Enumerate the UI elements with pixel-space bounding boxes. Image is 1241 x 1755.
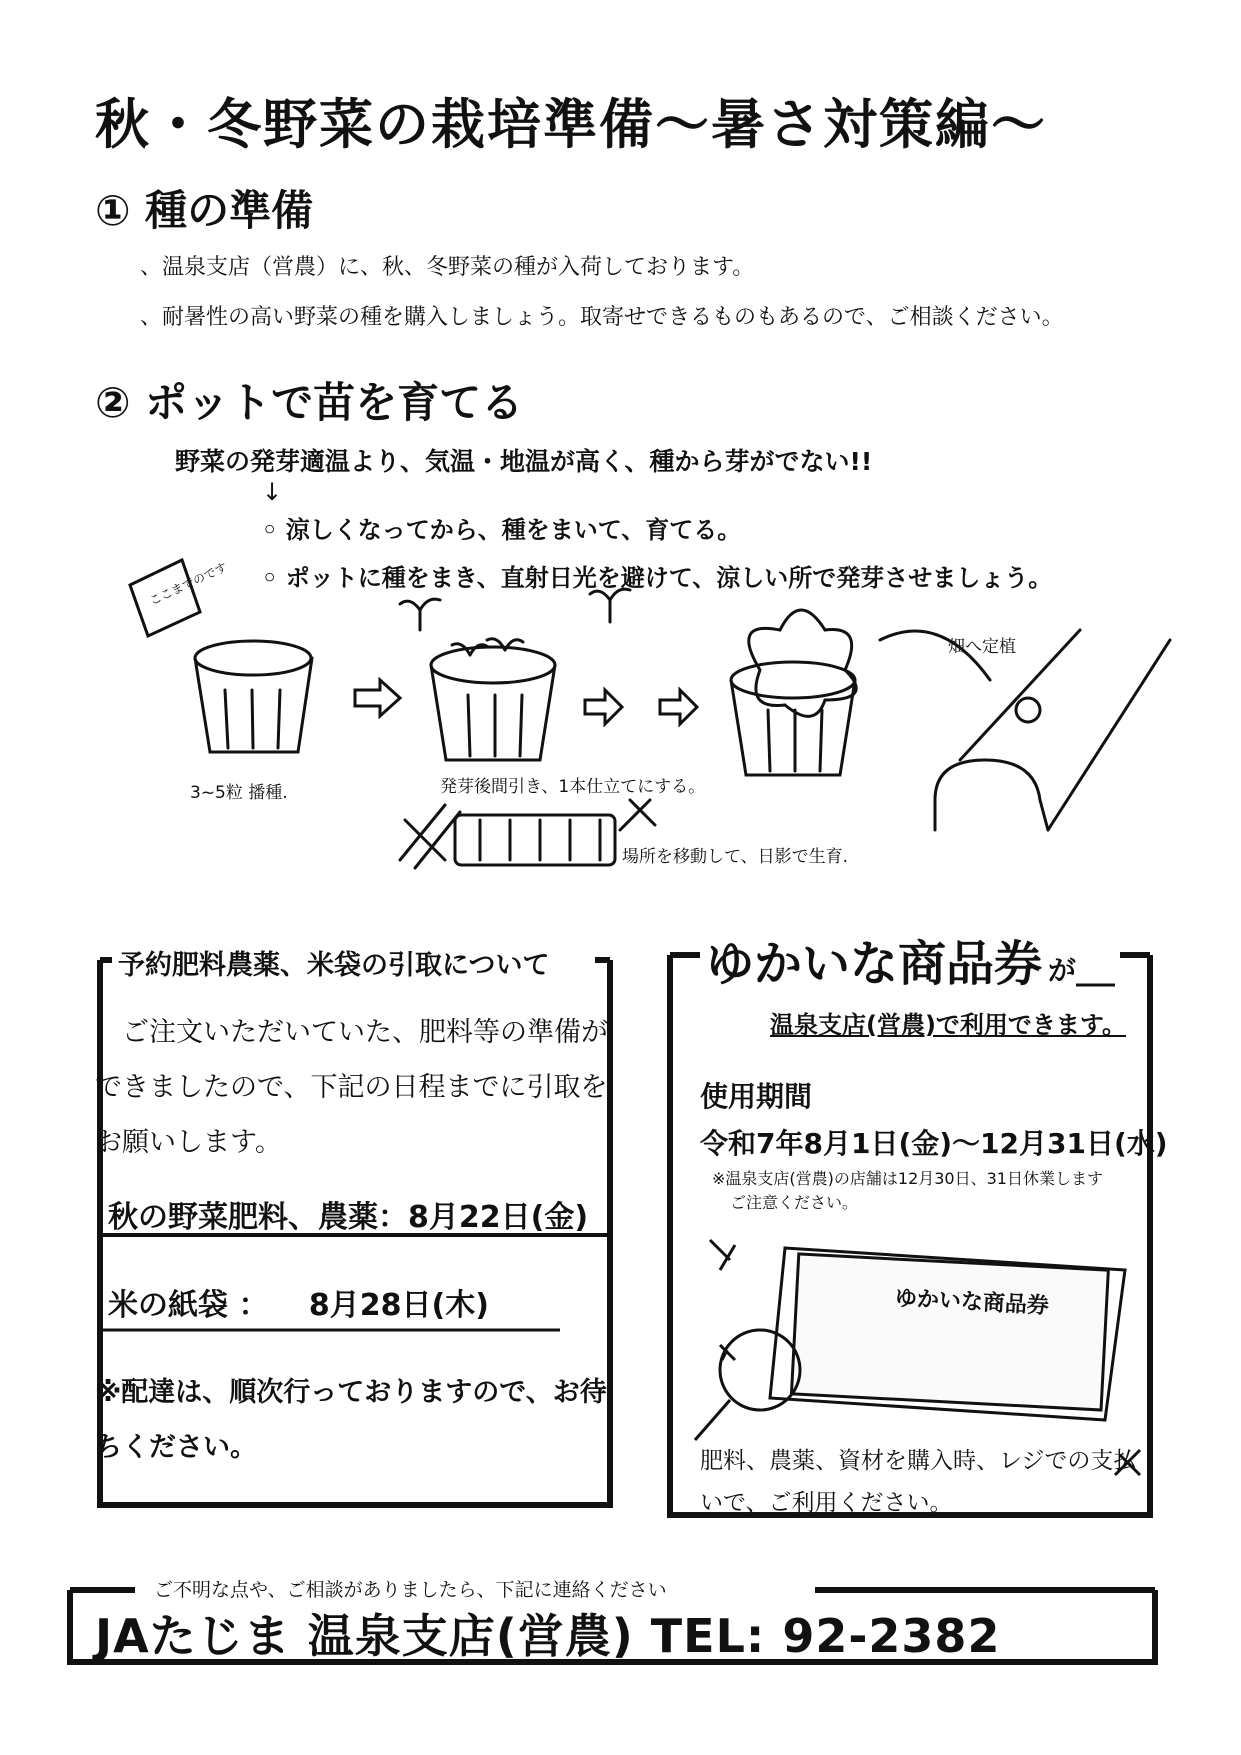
voucher-note-line-2: ご注意ください。 (730, 1193, 859, 1212)
seedling-pot-icon (400, 589, 630, 760)
pickup-item-label: 秋の野菜肥料、農薬： (108, 1200, 408, 1235)
caption-sow: 3~5粒 播種. (190, 783, 288, 803)
caption-thin: 発芽後間引き、1本仕立てにする。 (440, 777, 706, 797)
field-ridge-icon (880, 630, 1170, 830)
right-arrow-icon (660, 690, 697, 724)
voucher-title: ゆかいな商品券 (700, 936, 1048, 992)
page-title: 秋・冬野菜の栽培準備～暑さ対策編～ (95, 93, 1047, 156)
footer-note: ご不明な点や、ご相談がありましたら、下記に連絡ください (148, 1575, 673, 1602)
pickup-title: 予約肥料農薬、米袋の引取について (112, 943, 555, 982)
plant-pot-icon (731, 610, 856, 775)
pickup-item-date: 8月28日(木) (308, 1288, 489, 1323)
section1-heading: ① 種の準備 (95, 186, 314, 235)
section1-line-1: 、温泉支店（営農）に、秋、冬野菜の種が入荷しております。 (140, 255, 755, 280)
pickup-note: ※配達は、順次行っておりますので、お待ちください。 (95, 1377, 607, 1463)
voucher-title-row (700, 925, 1076, 994)
voucher-note-line-1: ※温泉支店(営農)の店舗は12月30日、31日休業します (712, 1169, 1103, 1188)
voucher-usage: 肥料、農薬、資材を購入時、レジでの支払いで、ご利用ください。 (700, 1448, 1137, 1516)
right-arrow-icon (585, 690, 622, 724)
caption-shade: 場所を移動して、日影で生育. (622, 847, 849, 867)
section2-bullet-1: ◦ 涼しくなってから、種をまいて、育てる。 (262, 516, 742, 544)
pickup-item-date: 8月22日(金) (408, 1200, 589, 1235)
voucher-subtitle: 温泉支店(営農)で利用できます。 (770, 1011, 1127, 1039)
voucher-period: 令和7年8月1日(金)～12月31日(水) (700, 1127, 1168, 1160)
pot-icon (195, 641, 312, 752)
voucher-period-label: 使用期間 (700, 1080, 813, 1113)
down-arrow-icon: ↓ (262, 478, 283, 506)
caption-transplant: 畑へ定植 (948, 637, 1016, 657)
seed-packet-label: ここまでのです (147, 559, 230, 609)
section1-line-2: 、耐暑性の高い野菜の種を購入しましょう。取寄せできるものもあるので、ご相談ください。 (140, 305, 1064, 330)
pickup-item-2 (108, 1280, 489, 1324)
section2-lead: 野菜の発芽適温より、気温・地温が高く、種から芽がでない!! (175, 447, 873, 476)
pickup-body: ご注文いただいていた、肥料等の準備ができましたので、下記の日程までに引取をお願いします。 (95, 1017, 608, 1158)
footer-contact: JAたじま 温泉支店(営農) TEL: 92-2382 (95, 1609, 1001, 1663)
shade-net-icon (400, 800, 655, 868)
pickup-item-1 (108, 1192, 588, 1236)
section2-bullet-2: ◦ ポットに種をまき、直射日光を避けて、涼しい所で発芽させましょう。 (262, 564, 1053, 592)
voucher-title-suffix: が (1048, 954, 1077, 987)
pickup-item-label: 米の紙袋 ： (108, 1288, 269, 1323)
pot-tray-icon (455, 815, 615, 865)
right-arrow-icon (355, 680, 400, 716)
section2-heading: ② ポットで苗を育てる (95, 378, 524, 427)
voucher-ticket-text: ゆかいな商品券 (894, 1285, 1050, 1320)
